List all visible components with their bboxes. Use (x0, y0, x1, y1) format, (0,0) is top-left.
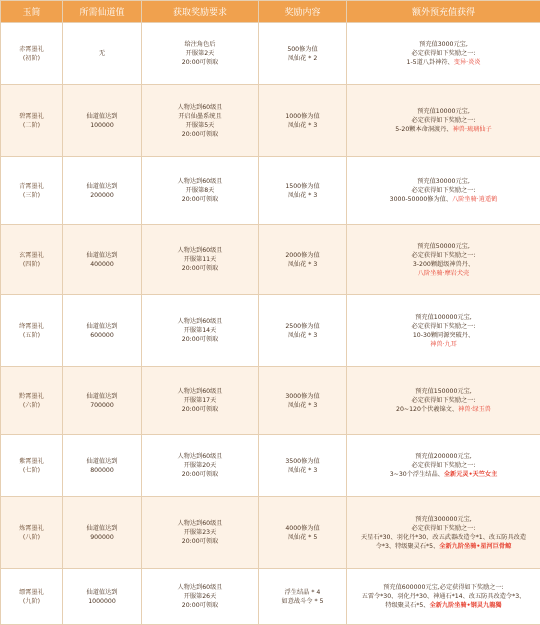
extra-reward-text: 预充值50000元宝, (417, 243, 470, 250)
extra-reward (347, 569, 540, 625)
extra-reward-line (349, 515, 538, 524)
jade-slip-name (1, 367, 63, 435)
extra-reward-text: 必定获得如下奖励之一: (412, 117, 476, 124)
extra-reward-text: 必定获得如下奖励之一: (412, 50, 476, 57)
table-body (1, 23, 540, 625)
extra-reward-line (349, 405, 538, 414)
required-value-line: 600000 (65, 331, 139, 340)
extra-reward-text: 10-30颗同源突破丹、 (413, 332, 474, 339)
reward-text (259, 569, 347, 625)
requirement-text-line: 20:00可领取 (144, 335, 256, 344)
table-row (1, 569, 540, 625)
extra-reward-text: 预充值3000元宝, (419, 41, 468, 48)
requirement-text-line: 20:00可领取 (144, 537, 256, 546)
requirement-text-line: 人物达到60级且 (144, 317, 256, 326)
jade-slip-name-line: 绛霄墨礼 (3, 322, 60, 331)
extra-reward-text: 20~120个伏羲锦文、 (396, 406, 458, 413)
jade-slip-name-line: (五阶) (3, 331, 60, 340)
extra-reward-highlight: 全新九阶坐骑•钢灵九龍獨 (430, 602, 502, 609)
extra-reward-line (349, 452, 538, 461)
required-value-line: 仙道值达到 (65, 392, 139, 401)
jade-slip-name-line: 青霄墨礼 (3, 182, 60, 191)
extra-reward-line (349, 331, 538, 340)
requirement-text (142, 435, 259, 497)
extra-reward-text: 令*3、特级聚灵石*5、 (376, 543, 440, 550)
jade-slip-name (1, 23, 63, 85)
extra-reward-line (349, 242, 538, 251)
requirement-text-line: 20:00可领取 (144, 405, 256, 414)
requirement-text-line: 开服第14天 (144, 326, 256, 335)
requirement-text-line: 开服第26天 (144, 592, 256, 601)
requirement-text-line: 20:00可领取 (144, 601, 256, 610)
extra-reward-text: 特级聚灵石*5、 (385, 602, 429, 609)
required-value (63, 435, 142, 497)
table-row (1, 85, 540, 157)
extra-reward-highlight: 全新元灵•天竺女主 (444, 471, 497, 478)
table-row (1, 367, 540, 435)
header-extra: 额外预充值获得 (347, 1, 540, 23)
required-value (63, 157, 142, 225)
requirement-text-line: 开服第8天 (144, 186, 256, 195)
required-value-line: 无 (65, 49, 139, 58)
extra-reward-text: 神兽·九耳 (430, 341, 457, 348)
requirement-text-line: 开服第23天 (144, 528, 256, 537)
reward-text-line: 2500修为值 (261, 322, 344, 331)
jade-slip-name (1, 225, 63, 295)
requirement-text-line: 开服第20天 (144, 461, 256, 470)
extra-reward-line (349, 177, 538, 186)
extra-reward-text: 1-5道八卦神符、 (407, 59, 454, 66)
requirement-text (142, 157, 259, 225)
required-value-line: 100000 (65, 121, 139, 130)
required-value-line: 仙道值达到 (65, 251, 139, 260)
extra-reward-line (349, 116, 538, 125)
requirement-text (142, 367, 259, 435)
requirement-text (142, 85, 259, 157)
table-row (1, 295, 540, 367)
requirement-text-line: 开服第11天 (144, 255, 256, 264)
requirement-text (142, 569, 259, 625)
reward-text-line: 凤仙花 * 2 (261, 54, 344, 63)
requirement-text-line: 人物达到60级且 (144, 103, 256, 112)
jade-slip-name-line: (初阶) (3, 54, 60, 63)
requirement-text-line: 人物达到60级且 (144, 519, 256, 528)
extra-reward-line (349, 542, 538, 551)
requirement-text-line: 开服第5天 (144, 121, 256, 130)
reward-text (259, 225, 347, 295)
extra-reward-text: 预充值10000元宝, (417, 108, 470, 115)
jade-slip-name (1, 569, 63, 625)
extra-reward-text: 天星石*30、羽化丹*30、改五武器改造令*1、改五防具改造 (361, 534, 526, 541)
jade-slip-name-line: (六阶) (3, 401, 60, 410)
jade-slip-name-line: (九阶) (3, 597, 60, 606)
extra-reward-text: 预充值600000元宝,必定获得如下奖励之一: (383, 584, 503, 591)
required-value (63, 497, 142, 569)
reward-text (259, 435, 347, 497)
requirement-text-line: 20:00可领取 (144, 58, 256, 67)
extra-reward-text: 3~30个浮生结晶、 (390, 471, 444, 478)
reward-text-line: 4000修为值 (261, 524, 344, 533)
requirement-text-line: 人物达到60级且 (144, 387, 256, 396)
extra-reward-text: 5-20颗本命洞渡丹、 (395, 126, 452, 133)
requirement-text-line: 开启仙墨系统且 (144, 112, 256, 121)
required-value (63, 225, 142, 295)
requirement-text-line: 20:00可领取 (144, 130, 256, 139)
jade-slip-name-line: (二阶) (3, 121, 60, 130)
extra-reward-highlight: 全新九阶坐骑•星河巨骨鲸 (439, 543, 511, 550)
requirement-text (142, 497, 259, 569)
extra-reward-line (349, 186, 538, 195)
required-value-line: 仙道值达到 (65, 524, 139, 533)
extra-reward-line (349, 260, 538, 269)
jade-slip-name (1, 435, 63, 497)
extra-reward-text: 必定获得如下奖励之一: (412, 462, 476, 469)
extra-reward-line (349, 524, 538, 533)
required-value-line: 仙道值达到 (65, 457, 139, 466)
requirement-text-line: 20:00可领取 (144, 195, 256, 204)
jade-slip-name-line: (四阶) (3, 260, 60, 269)
reward-text (259, 85, 347, 157)
jade-slip-name-line: 赤霄墨礼 (3, 45, 60, 54)
table-row (1, 157, 540, 225)
required-value-line: 1000000 (65, 597, 139, 606)
table-header-row (1, 1, 540, 23)
reward-text-line: 凤仙花 * 3 (261, 191, 344, 200)
extra-reward-text: 3-200颗超级神兽丹、 (413, 261, 474, 268)
extra-reward-line (349, 601, 538, 610)
extra-reward-line (349, 583, 538, 592)
required-value-line: 400000 (65, 260, 139, 269)
extra-reward-text: 必定获得如下奖励之一: (412, 323, 476, 330)
reward-text-line: 如意战斗令 * 5 (261, 597, 344, 606)
requirement-text-line: 人物达到60级且 (144, 452, 256, 461)
reward-text-line: 凤仙花 * 3 (261, 401, 344, 410)
extra-reward (347, 85, 540, 157)
required-value-line: 仙道值达到 (65, 182, 139, 191)
extra-reward-text: 必定获得如下奖励之一: (412, 397, 476, 404)
header-jade-slip: 玉简 (1, 1, 63, 23)
extra-reward (347, 295, 540, 367)
reward-text-line: 凤仙花 * 3 (261, 121, 344, 130)
extra-reward-line (349, 269, 538, 278)
extra-reward-line (349, 470, 538, 479)
requirement-text (142, 295, 259, 367)
reward-text-line: 浮生结晶 * 4 (261, 588, 344, 597)
extra-reward-line (349, 125, 538, 134)
extra-reward-text: 五雷令*30、羽化丹*30、神通石*14、改五防具改造令*3、 (362, 593, 526, 600)
reward-text-line: 凤仙花 * 3 (261, 260, 344, 269)
requirement-text-line: 开服第2天 (144, 49, 256, 58)
jade-slip-name-line: 玄霄墨礼 (3, 251, 60, 260)
jade-slip-name-line: 紫霄墨礼 (3, 457, 60, 466)
required-value-line: 仙道值达到 (65, 322, 139, 331)
requirement-text-line: 人物达到60级且 (144, 177, 256, 186)
reward-text-line: 3500修为值 (261, 457, 344, 466)
extra-reward-line (349, 396, 538, 405)
extra-reward-line (349, 251, 538, 260)
required-value (63, 569, 142, 625)
extra-reward-line (349, 313, 538, 322)
reward-text-line: 2000修为值 (261, 251, 344, 260)
extra-reward-line (349, 40, 538, 49)
reward-text-line: 凤仙花 * 3 (261, 466, 344, 475)
table-row (1, 497, 540, 569)
reward-text-line: 3000修为值 (261, 392, 344, 401)
jade-slip-name (1, 85, 63, 157)
extra-reward (347, 23, 540, 85)
table-row (1, 225, 540, 295)
required-value (63, 367, 142, 435)
requirement-text-line: 20:00可领取 (144, 470, 256, 479)
reward-text (259, 23, 347, 85)
requirement-text-line: 开服第17天 (144, 396, 256, 405)
extra-reward (347, 225, 540, 295)
extra-reward-text: 预充值30000元宝, (417, 178, 470, 185)
extra-reward-text: 预充值300000元宝, (415, 516, 472, 523)
extra-reward-line (349, 592, 538, 601)
required-value (63, 85, 142, 157)
extra-reward-highlight: 神兽·绿玉兽 (458, 406, 491, 413)
extra-reward-line (349, 461, 538, 470)
extra-reward (347, 367, 540, 435)
required-value-line: 仙道值达到 (65, 112, 139, 121)
header-reward: 奖励内容 (259, 1, 347, 23)
jade-slip-name-line: 缥霄墨礼 (3, 588, 60, 597)
extra-reward-line (349, 195, 538, 204)
extra-reward-text: 必定获得如下奖励之一: (412, 187, 476, 194)
extra-reward (347, 435, 540, 497)
extra-reward-line (349, 387, 538, 396)
extra-reward-line (349, 58, 538, 67)
requirement-text-line: 给注角色后 (144, 40, 256, 49)
extra-reward-highlight: 八阶坐骑·逍遥鹤 (452, 196, 497, 203)
extra-reward-text: 预充值150000元宝, (415, 388, 472, 395)
reward-text-line: 500修为值 (261, 45, 344, 54)
header-requirement: 获取奖励要求 (142, 1, 259, 23)
required-value (63, 295, 142, 367)
reward-text-line: 1000修为值 (261, 112, 344, 121)
extra-reward-text: 八阶坐骑·摩岩犬壳 (418, 270, 469, 277)
jade-slip-name-line: (七阶) (3, 466, 60, 475)
requirement-text-line: 人物达到60级且 (144, 583, 256, 592)
header-required-value: 所需仙道值 (63, 1, 142, 23)
requirement-text-line: 人物达到60级且 (144, 246, 256, 255)
extra-reward-text: 必定获得如下奖励之一: (412, 252, 476, 259)
required-value-line: 仙道值达到 (65, 588, 139, 597)
extra-reward-line (349, 340, 538, 349)
jade-slip-name-line: 黔霄墨礼 (3, 392, 60, 401)
required-value-line: 700000 (65, 401, 139, 410)
jade-slip-name (1, 157, 63, 225)
extra-reward-line (349, 322, 538, 331)
reward-text-line: 1500修为值 (261, 182, 344, 191)
requirement-text (142, 225, 259, 295)
reward-text (259, 157, 347, 225)
table-row (1, 23, 540, 85)
extra-reward-text: 预充值100000元宝, (415, 314, 472, 321)
extra-reward (347, 497, 540, 569)
required-value-line: 800000 (65, 466, 139, 475)
reward-text (259, 497, 347, 569)
reward-text-line: 凤仙花 * 3 (261, 331, 344, 340)
jade-slip-name (1, 497, 63, 569)
required-value-line: 200000 (65, 191, 139, 200)
jade-slip-name (1, 295, 63, 367)
reward-text (259, 295, 347, 367)
required-value (63, 23, 142, 85)
requirement-text (142, 23, 259, 85)
extra-reward-text: 必定获得如下奖励之一: (412, 525, 476, 532)
extra-reward-text: 3000-50000修为值、 (390, 196, 452, 203)
jade-slip-name-line: 碧霄墨礼 (3, 112, 60, 121)
extra-reward-highlight: 神兽·琉璃仙子 (453, 126, 492, 133)
extra-reward (347, 157, 540, 225)
reward-text (259, 367, 347, 435)
table-row (1, 435, 540, 497)
jade-slip-name-line: (八阶) (3, 533, 60, 542)
extra-reward-line (349, 107, 538, 116)
required-value-line: 900000 (65, 533, 139, 542)
extra-reward-highlight: 变异·炎炎 (454, 59, 481, 66)
extra-reward-line (349, 533, 538, 542)
extra-reward-line (349, 49, 538, 58)
jade-slip-name-line: (三阶) (3, 191, 60, 200)
reward-text-line: 凤仙花 * 5 (261, 533, 344, 542)
requirement-text-line: 20:00可领取 (144, 264, 256, 273)
jade-slip-name-line: 炼霄墨礼 (3, 524, 60, 533)
extra-reward-text: 预充值200000元宝, (415, 453, 472, 460)
